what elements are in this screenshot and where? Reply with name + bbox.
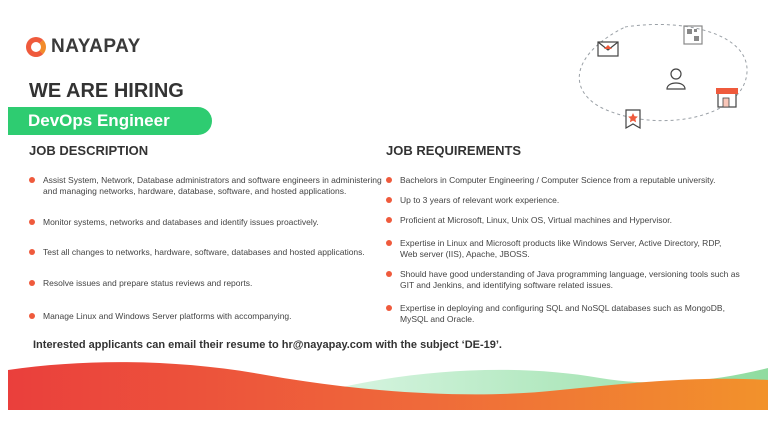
bullet-icon xyxy=(386,240,392,246)
bullet-icon xyxy=(386,271,392,277)
brand-name: NAYAPAY xyxy=(51,36,141,57)
role-title: DevOps Engineer xyxy=(28,111,170,130)
job-description-heading: JOB DESCRIPTION xyxy=(29,143,149,158)
contact-line: Interested applicants can email their resume to hr@nayapay.com with the subject ‘DE-19’. xyxy=(33,339,502,351)
list-item: Manage Linux and Windows Server platforms with accompanying. xyxy=(29,311,384,322)
list-item: Test all changes to networks, hardware, software, databases and hosted applications. xyxy=(29,247,384,258)
bullet-icon xyxy=(386,305,392,311)
mail-icon xyxy=(598,42,618,56)
bullet-icon xyxy=(386,217,392,223)
list-item: Proficient at Microsoft, Linux, Unix OS, Virtual machines and Hypervisor. xyxy=(386,215,741,226)
hiring-headline: WE ARE HIRING xyxy=(29,80,184,102)
job-requirements-list xyxy=(386,175,741,325)
hiring-illustration xyxy=(570,12,760,137)
job-description-list xyxy=(29,175,384,322)
list-item: Should have good understanding of Java programming language, versioning tools such as GIT and Jenkins, and identifying software related issues. xyxy=(386,269,741,291)
bullet-icon xyxy=(29,280,35,286)
star-badge-icon xyxy=(626,110,640,128)
list-item: Bachelors in Computer Engineering / Computer Science from a reputable university. xyxy=(386,175,741,186)
bullet-icon xyxy=(29,177,35,183)
job-requirements-section xyxy=(386,143,741,334)
brand-logo xyxy=(26,36,141,58)
list-item: Resolve issues and prepare status reviews and reports. xyxy=(29,278,384,289)
list-item: Up to 3 years of relevant work experience. xyxy=(386,195,741,206)
nayapay-logo-icon xyxy=(26,37,46,57)
footer-wave xyxy=(0,350,768,434)
shop-icon xyxy=(716,88,738,107)
bullet-icon xyxy=(29,313,35,319)
job-description-section xyxy=(29,143,384,340)
bullet-icon xyxy=(29,249,35,255)
list-item: Monitor systems, networks and databases and identify issues proactively. xyxy=(29,217,384,228)
list-item: Expertise in deploying and configuring SQL and NoSQL databases such as MongoDB, MySQL and Oracle. xyxy=(386,303,741,325)
job-requirements-heading: JOB REQUIREMENTS xyxy=(386,143,522,158)
role-banner xyxy=(8,107,212,135)
user-icon xyxy=(667,69,685,89)
list-item: Expertise in Linux and Microsoft products like Windows Server, Active Directory, RDP, Web server (IIS), Apache, JBOSS. xyxy=(386,238,741,260)
bullet-icon xyxy=(29,219,35,225)
bullet-icon xyxy=(386,197,392,203)
bullet-icon xyxy=(386,177,392,183)
list-item: Assist System, Network, Database administrators and software engineers in administering and managing networks, hardware, database, software, and hosted applications. xyxy=(29,175,384,197)
